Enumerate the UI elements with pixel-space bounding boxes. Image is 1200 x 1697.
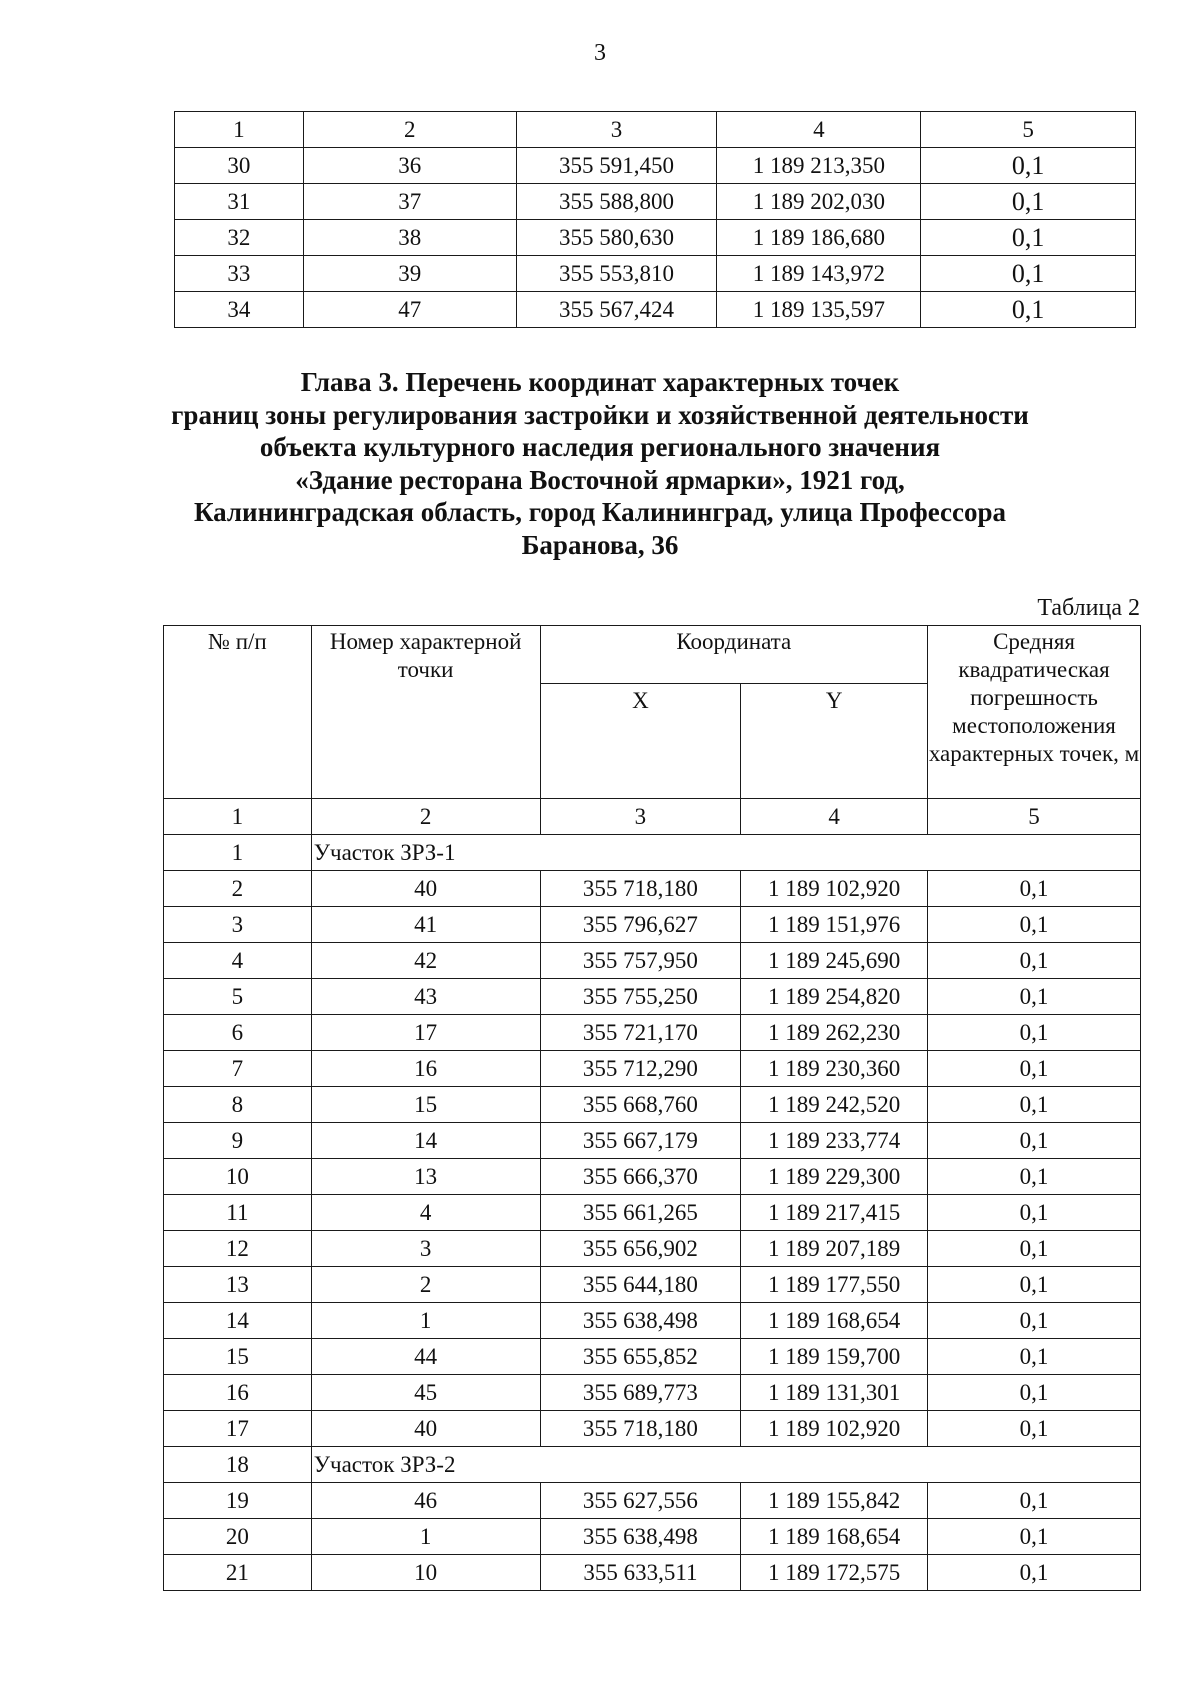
- table-cell: 1 189 229,300: [741, 1159, 928, 1195]
- table-cell: 355 689,773: [540, 1375, 741, 1411]
- table-cell: 19: [164, 1483, 312, 1519]
- table-cell: 0,1: [928, 979, 1141, 1015]
- column-numbers-row: [164, 799, 1141, 835]
- table-cell: 355 627,556: [540, 1483, 741, 1519]
- table-cell: 33: [175, 256, 304, 292]
- header-accuracy: Средняя квадратическая погрешность местоположения характерных точек, м: [928, 626, 1141, 799]
- section-row: [164, 1447, 1141, 1483]
- table-cell: 0,1: [921, 148, 1136, 184]
- table-cell: 1 189 151,976: [741, 907, 928, 943]
- table-row: [164, 1555, 1141, 1591]
- table-cell: 0,1: [928, 907, 1141, 943]
- table-cell: 355 638,498: [540, 1519, 741, 1555]
- table-cell: 1 189 102,920: [741, 871, 928, 907]
- table-row: [164, 979, 1141, 1015]
- table-cell: 0,1: [928, 1195, 1141, 1231]
- table-cell: 3: [164, 907, 312, 943]
- table-row: [175, 292, 1136, 328]
- table-cell: 16: [311, 1051, 540, 1087]
- heading-line: Баранова, 36: [521, 529, 679, 560]
- table-cell: 355 757,950: [540, 943, 741, 979]
- table-cell: 0,1: [921, 256, 1136, 292]
- table-row: [164, 1519, 1141, 1555]
- table-cell: 21: [164, 1555, 312, 1591]
- table-cell: 355 661,265: [540, 1195, 741, 1231]
- table-cell: 355 718,180: [540, 1411, 741, 1447]
- table-cell: 1 189 131,301: [741, 1375, 928, 1411]
- table-cell: 355 755,250: [540, 979, 741, 1015]
- header-y: Y: [741, 684, 928, 799]
- table-row: [164, 1195, 1141, 1231]
- table-cell: 1 189 242,520: [741, 1087, 928, 1123]
- heading-line: Калининградская область, город Калининград, улица Профессора: [193, 497, 1007, 527]
- table-row: [164, 1339, 1141, 1375]
- table-cell: 355 644,180: [540, 1267, 741, 1303]
- table-cell: 32: [175, 220, 304, 256]
- table-cell: 8: [164, 1087, 312, 1123]
- table-cell: 47: [303, 292, 516, 328]
- table-cell: 1 189 159,700: [741, 1339, 928, 1375]
- table-cell: 16: [164, 1375, 312, 1411]
- table-row: [164, 1303, 1141, 1339]
- table-cell: 0,1: [928, 1087, 1141, 1123]
- table-cell: 36: [303, 148, 516, 184]
- table-cell: 355 638,498: [540, 1303, 741, 1339]
- table-cell: 4: [311, 1195, 540, 1231]
- table-cell: 0,1: [928, 871, 1141, 907]
- table-cell: 0,1: [921, 184, 1136, 220]
- table-cell: 3: [311, 1231, 540, 1267]
- table-cell: 1 189 168,654: [741, 1303, 928, 1339]
- table-cell: 1 189 155,842: [741, 1483, 928, 1519]
- section-label: Участок ЗРЗ-1: [311, 835, 1140, 871]
- table-row: [164, 1231, 1141, 1267]
- table-cell: 355 718,180: [540, 871, 741, 907]
- table-caption: Таблица 2: [1037, 595, 1140, 621]
- table-cell: 1 189 262,230: [741, 1015, 928, 1051]
- table-cell: 0,1: [928, 1303, 1141, 1339]
- header-point: Номер характерной точки: [311, 626, 540, 799]
- table-cell: 1 189 233,774: [741, 1123, 928, 1159]
- table-cell: 0,1: [928, 1231, 1141, 1267]
- table-row: [164, 1159, 1141, 1195]
- table-cell: 1 189 202,030: [717, 184, 921, 220]
- heading-line: объекта культурного наследия регионального значения: [259, 432, 941, 462]
- table-cell: 45: [311, 1375, 540, 1411]
- table-cell: 2: [303, 112, 516, 148]
- table-cell: 1 189 177,550: [741, 1267, 928, 1303]
- table-cell: 0,1: [921, 292, 1136, 328]
- heading-line: границ зоны регулирования застройки и хозяйственной деятельности: [171, 399, 1029, 430]
- table-cell: 1 189 213,350: [717, 148, 921, 184]
- table-cell: 5: [921, 112, 1136, 148]
- table-cell: 0,1: [921, 220, 1136, 256]
- table-cell: 1 189 102,920: [741, 1411, 928, 1447]
- table-cell: 0,1: [928, 1267, 1141, 1303]
- table-cell: 355 656,902: [540, 1231, 741, 1267]
- table-cell: 1 189 168,654: [741, 1519, 928, 1555]
- table-cell: 0,1: [928, 1015, 1141, 1051]
- table-cell: 0,1: [928, 1375, 1141, 1411]
- table-cell: 0,1: [928, 1051, 1141, 1087]
- table-cell: 355 633,511: [540, 1555, 741, 1591]
- table-cell: 1: [311, 1303, 540, 1339]
- table-row: [164, 1375, 1141, 1411]
- table-cell: 355 588,800: [516, 184, 717, 220]
- table-cell: 17: [311, 1015, 540, 1051]
- table-cell: 17: [164, 1411, 312, 1447]
- table-cell: 10: [164, 1159, 312, 1195]
- table-cell: 1 189 230,360: [741, 1051, 928, 1087]
- table-cell: 355 796,627: [540, 907, 741, 943]
- table-row: [164, 1051, 1141, 1087]
- table-cell: 4: [164, 943, 312, 979]
- table-cell: 1 189 207,189: [741, 1231, 928, 1267]
- table-cell: 0,1: [928, 1123, 1141, 1159]
- table-cell: 4: [717, 112, 921, 148]
- table-row: [175, 148, 1136, 184]
- table-cell: 44: [311, 1339, 540, 1375]
- table-cell: 31: [175, 184, 304, 220]
- table-cell: 13: [311, 1159, 540, 1195]
- table-cell: 355 580,630: [516, 220, 717, 256]
- table-cell: 0,1: [928, 1339, 1141, 1375]
- table-cell: 15: [311, 1087, 540, 1123]
- table-cell: 2: [311, 799, 540, 835]
- table-row: [175, 256, 1136, 292]
- header-num: № п/п: [164, 626, 312, 799]
- table-row: [164, 1123, 1141, 1159]
- table-cell: 7: [164, 1051, 312, 1087]
- table-cell: 43: [311, 979, 540, 1015]
- table-row: [164, 943, 1141, 979]
- table-row: [164, 907, 1141, 943]
- table-row: [164, 1087, 1141, 1123]
- table-cell: 42: [311, 943, 540, 979]
- coordinates-table-continued: [174, 111, 1136, 328]
- chapter-heading: [0, 366, 1200, 561]
- table-cell: 355 721,170: [540, 1015, 741, 1051]
- table-cell: 3: [516, 112, 717, 148]
- table-cell: 14: [311, 1123, 540, 1159]
- page-number: 3: [594, 40, 606, 66]
- table-cell: 37: [303, 184, 516, 220]
- table-cell: 1: [175, 112, 304, 148]
- table-row: [164, 1015, 1141, 1051]
- coordinates-table: [163, 625, 1141, 1591]
- table-cell: 355 591,450: [516, 148, 717, 184]
- table-cell: 39: [303, 256, 516, 292]
- table-cell: 20: [164, 1519, 312, 1555]
- table-cell: 5: [928, 799, 1141, 835]
- table-cell: 18: [164, 1447, 312, 1483]
- table-cell: 11: [164, 1195, 312, 1231]
- table-cell: 1 189 186,680: [717, 220, 921, 256]
- table-cell: 12: [164, 1231, 312, 1267]
- table-cell: 1 189 217,415: [741, 1195, 928, 1231]
- table-cell: 355 666,370: [540, 1159, 741, 1195]
- table-cell: 30: [175, 148, 304, 184]
- heading-line: Глава 3. Перечень координат характерных точек: [300, 367, 900, 397]
- table-row: [164, 1267, 1141, 1303]
- table-cell: 355 712,290: [540, 1051, 741, 1087]
- section-row: [164, 835, 1141, 871]
- table-cell: 2: [311, 1267, 540, 1303]
- table-cell: 1 189 245,690: [741, 943, 928, 979]
- table-cell: 46: [311, 1483, 540, 1519]
- table-cell: 1 189 143,972: [717, 256, 921, 292]
- table-cell: 10: [311, 1555, 540, 1591]
- table-row: [175, 220, 1136, 256]
- table-cell: 4: [741, 799, 928, 835]
- table-cell: 355 553,810: [516, 256, 717, 292]
- table-cell: 355 655,852: [540, 1339, 741, 1375]
- table-cell: 1: [164, 799, 312, 835]
- table-cell: 6: [164, 1015, 312, 1051]
- table-cell: 13: [164, 1267, 312, 1303]
- table-cell: 41: [311, 907, 540, 943]
- table-row: [164, 1411, 1141, 1447]
- table-cell: 0,1: [928, 1159, 1141, 1195]
- table-cell: 5: [164, 979, 312, 1015]
- table-cell: 9: [164, 1123, 312, 1159]
- table-cell: 0,1: [928, 943, 1141, 979]
- header-coordinate: Координата: [540, 626, 928, 684]
- table-cell: 40: [311, 1411, 540, 1447]
- heading-line: «Здание ресторана Восточной ярмарки», 1921 год,: [295, 464, 905, 495]
- table-row: [164, 871, 1141, 907]
- table-cell: 0,1: [928, 1411, 1141, 1447]
- table-header-row: [164, 626, 1141, 684]
- section-label: Участок ЗРЗ-2: [311, 1447, 1140, 1483]
- table-cell: 0,1: [928, 1555, 1141, 1591]
- header-x: X: [540, 684, 741, 799]
- table-cell: 1 189 254,820: [741, 979, 928, 1015]
- table-row: [175, 184, 1136, 220]
- table-cell: 1 189 172,575: [741, 1555, 928, 1591]
- table-cell: 355 668,760: [540, 1087, 741, 1123]
- table-cell: 3: [540, 799, 741, 835]
- table-cell: 34: [175, 292, 304, 328]
- table-cell: 355 667,179: [540, 1123, 741, 1159]
- table-row: [164, 1483, 1141, 1519]
- table-cell: 355 567,424: [516, 292, 717, 328]
- table-header-row: [175, 112, 1136, 148]
- table-cell: 38: [303, 220, 516, 256]
- table-cell: 1: [164, 835, 312, 871]
- table-cell: 1: [311, 1519, 540, 1555]
- table-cell: 2: [164, 871, 312, 907]
- table-cell: 14: [164, 1303, 312, 1339]
- table-cell: 0,1: [928, 1519, 1141, 1555]
- table-cell: 0,1: [928, 1483, 1141, 1519]
- table-cell: 1 189 135,597: [717, 292, 921, 328]
- table-cell: 40: [311, 871, 540, 907]
- table-cell: 15: [164, 1339, 312, 1375]
